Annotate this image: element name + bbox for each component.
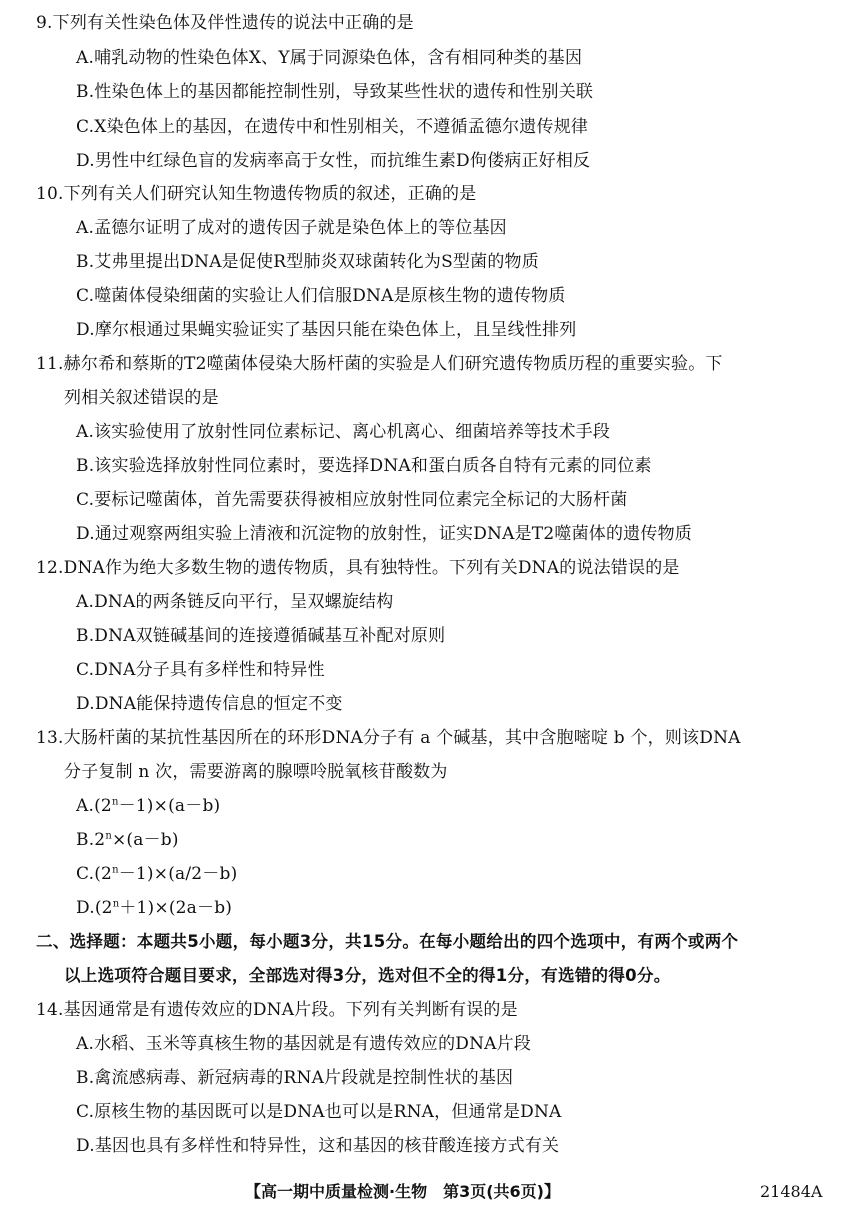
option-d-text: D.(2 bbox=[76, 898, 113, 918]
option-c-text: C.(2 bbox=[76, 864, 113, 884]
option-b-text: B.2 bbox=[76, 830, 106, 850]
question-13-option-a bbox=[76, 794, 220, 818]
question-13-option-c bbox=[76, 862, 237, 886]
question-13-stem: 13.大肠杆菌的某抗性基因所在的环形DNA分子有 a 个碱基，其中含胞嘧啶 b 个，则该DNA bbox=[36, 728, 741, 748]
option-d-text-rest: ＋1)×(2a－b) bbox=[119, 898, 233, 918]
question-14-option-c: C.原核生物的基因既可以是DNA也可以是RNA，但通常是DNA bbox=[76, 1102, 562, 1122]
question-11-option-a: A.该实验使用了放射性同位素标记、离心机离心、细菌培养等技术手段 bbox=[76, 422, 611, 442]
option-a-text: A.(2 bbox=[76, 796, 112, 816]
question-12-stem: 12.DNA作为绝大多数生物的遗传物质，具有独特性。下列有关DNA的说法错误的是 bbox=[36, 558, 680, 578]
footer-title: 【高一期中质量检测·生物 第3页(共6页)】 bbox=[245, 1182, 560, 1201]
option-a-text-rest: －1)×(a－b) bbox=[118, 796, 221, 816]
option-d-exponent: n bbox=[112, 898, 120, 910]
question-14-option-d: D.基因也具有多样性和特异性，这和基因的核苷酸连接方式有关 bbox=[76, 1136, 560, 1156]
question-10-option-a: A.孟德尔证明了成对的遗传因子就是染色体上的等位基因 bbox=[76, 218, 507, 238]
question-12-option-d: D.DNA能保持遗传信息的恒定不变 bbox=[76, 694, 343, 714]
question-14-stem: 14.基因通常是有遗传效应的DNA片段。下列有关判断有误的是 bbox=[36, 1000, 518, 1020]
question-11-option-c: C.要标记噬菌体，首先需要获得被相应放射性同位素完全标记的大肠杆菌 bbox=[76, 490, 628, 510]
question-14-option-a: A.水稻、玉米等真核生物的基因就是有遗传效应的DNA片段 bbox=[76, 1034, 532, 1054]
question-10-option-c: C.噬菌体侵染细菌的实验让人们信服DNA是原核生物的遗传物质 bbox=[76, 286, 566, 306]
option-a-exponent: n bbox=[111, 796, 119, 808]
question-12-option-a: A.DNA的两条链反向平行，呈双螺旋结构 bbox=[76, 592, 394, 612]
question-10-option-d: D.摩尔根通过果蝇实验证实了基因只能在染色体上，且呈线性排列 bbox=[76, 320, 577, 340]
option-c-text-rest: －1)×(a/2－b) bbox=[118, 864, 238, 884]
question-9-option-d: D.男性中红绿色盲的发病率高于女性，而抗维生素D佝偻病正好相反 bbox=[76, 151, 591, 171]
question-12-option-b: B.DNA双链碱基间的连接遵循碱基互补配对原则 bbox=[76, 626, 446, 646]
section-2-heading-continued: 以上选项符合题目要求，全部选对得3分，选对但不全的得1分，有选错的得0分。 bbox=[64, 966, 671, 985]
question-10-option-b: B.艾弗里提出DNA是促使R型肺炎双球菌转化为S型菌的物质 bbox=[76, 252, 539, 272]
option-c-exponent: n bbox=[112, 864, 119, 876]
footer-code: 21484A bbox=[760, 1182, 823, 1201]
question-13-option-b bbox=[76, 828, 179, 852]
page-footer bbox=[0, 1180, 860, 1208]
question-9-option-a: A.哺乳动物的性染色体X、Y属于同源染色体，含有相同种类的基因 bbox=[76, 48, 583, 68]
question-11-option-b: B.该实验选择放射性同位素时，要选择DNA和蛋白质各自特有元素的同位素 bbox=[76, 456, 652, 476]
question-11-option-d: D.通过观察两组实验上清液和沉淀物的放射性，证实DNA是T2噬菌体的遗传物质 bbox=[76, 524, 692, 544]
question-11-stem-continued: 列相关叙述错误的是 bbox=[64, 388, 219, 408]
section-2-heading: 二、选择题：本题共5小题，每小题3分，共15分。在每小题给出的四个选项中，有两个或两个 bbox=[36, 932, 739, 951]
question-9-stem: 9.下列有关性染色体及伴性遗传的说法中正确的是 bbox=[36, 13, 414, 33]
question-14-option-b: B.禽流感病毒、新冠病毒的RNA片段就是控制性状的基因 bbox=[76, 1068, 514, 1088]
option-b-text-rest: ×(a－b) bbox=[111, 830, 179, 850]
question-13-stem-continued: 分子复制 n 次，需要游离的腺嘌呤脱氧核苷酸数为 bbox=[64, 762, 448, 782]
question-12-option-c: C.DNA分子具有多样性和特异性 bbox=[76, 660, 325, 680]
option-b-exponent: n bbox=[105, 830, 112, 842]
question-13-option-d bbox=[76, 896, 232, 920]
question-10-stem: 10.下列有关人们研究认知生物遗传物质的叙述，正确的是 bbox=[36, 184, 477, 204]
question-11-stem: 11.赫尔希和蔡斯的T2噬菌体侵染大肠杆菌的实验是人们研究遗传物质历程的重要实验。下 bbox=[36, 354, 723, 374]
question-9-option-b: B.性染色体上的基因都能控制性别，导致某些性状的遗传和性别关联 bbox=[76, 82, 594, 102]
question-9-option-c: C.X染色体上的基因，在遗传中和性别相关，不遵循孟德尔遗传规律 bbox=[76, 117, 589, 137]
